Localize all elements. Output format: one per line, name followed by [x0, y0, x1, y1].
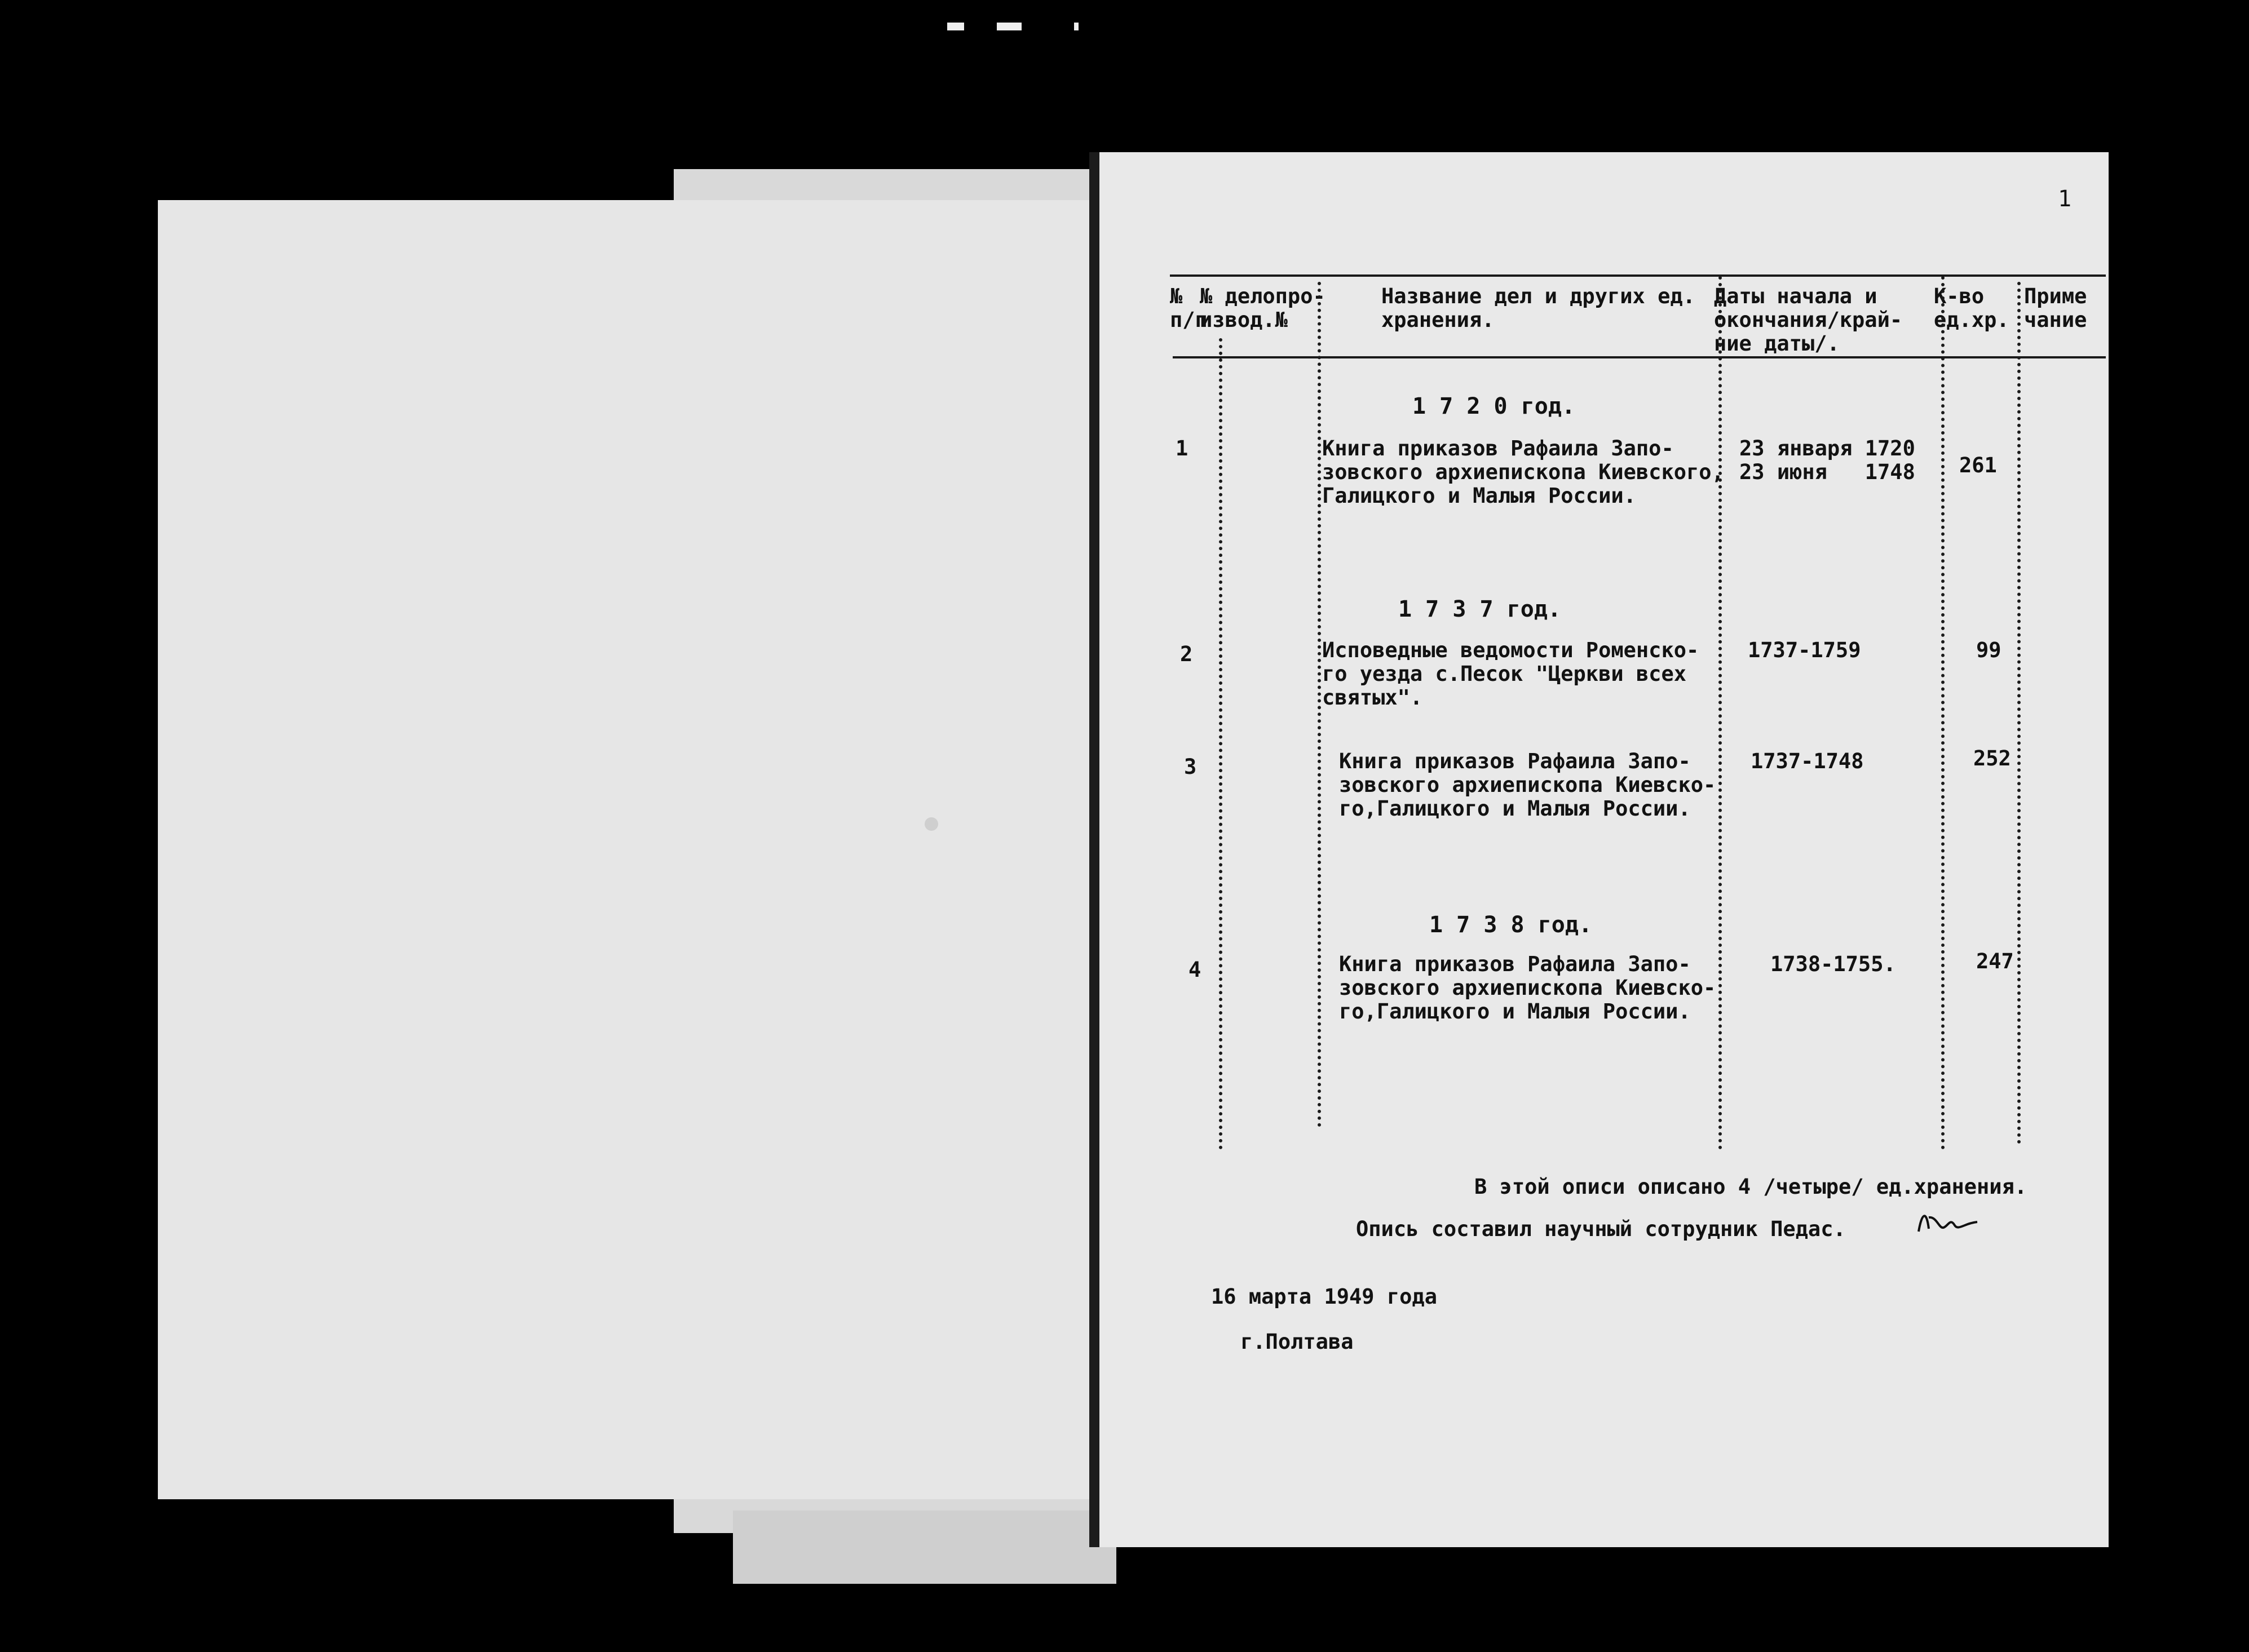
header-col-name: Название дел и других ед. хранения. [1381, 284, 1695, 332]
table-row-dates: 1737-1759 [1748, 638, 1861, 662]
compiler-line: Опись составил научный сотрудник Педас. [1356, 1217, 1846, 1241]
column-divider [1941, 276, 1945, 1150]
table-row-qty: 261 [1959, 453, 1997, 477]
table-row-num: 3 [1184, 755, 1197, 779]
table-row-qty: 247 [1976, 949, 2014, 973]
scan-mark [947, 23, 964, 30]
header-col-qty: К-во ед.хр. [1934, 284, 2009, 332]
table-row-qty: 99 [1976, 638, 2001, 662]
year-heading-1738: 1 7 3 8 год. [1429, 912, 1592, 938]
table-row-dates: 1738-1755. [1770, 952, 1896, 976]
header-top-rule [1170, 274, 2106, 277]
table-row-dates: 23 января 1720 23 июня 1748 [1739, 436, 1915, 484]
header-col-num: № п/п [1170, 284, 1208, 332]
column-divider [1318, 282, 1321, 1127]
header-col-note: Приме чание [2024, 284, 2087, 332]
table-row-qty: 252 [1973, 746, 2011, 770]
column-divider [1718, 276, 1722, 1150]
underlying-strip [733, 1511, 1116, 1584]
scan-mark [997, 23, 1022, 30]
table-row-dates: 1737-1748 [1751, 749, 1864, 773]
handwritten-signature [1914, 1201, 1982, 1246]
table-row-name: Книга приказов Рафаила Запо- зовского архиепископа Киевского, Галицкого и Малыя России. [1322, 436, 1724, 508]
page-spot [925, 817, 938, 831]
header-col-delo: № делопро- извод.№ [1200, 284, 1325, 332]
table-row-name: Исповедные ведомости Роменско- го уезда с.Песок "Церкви всех святых". [1322, 638, 1699, 710]
scan-mark [1074, 23, 1079, 30]
header-col-dates: Даты начала и окончания/край- ние даты/. [1714, 284, 1903, 356]
column-divider [1219, 338, 1222, 1150]
left-blank-page [158, 200, 1119, 1499]
year-heading-1737: 1 7 3 7 год. [1398, 596, 1561, 622]
year-heading-1720: 1 7 2 0 год. [1412, 393, 1575, 419]
table-row-num: 4 [1188, 958, 1201, 982]
page-number: 1 [2058, 186, 2072, 212]
table-row-num: 2 [1180, 642, 1193, 666]
document-city: г.Полтава [1240, 1330, 1354, 1354]
table-row-num: 1 [1176, 436, 1188, 460]
summary-line: В этой описи описано 4 /четыре/ ед.хранения. [1474, 1175, 2027, 1199]
column-divider [2017, 282, 2021, 1144]
table-row-name: Книга приказов Рафаила Запо- зовского архиепископа Киевско- го,Галицкого и Малыя России. [1339, 749, 1716, 821]
header-bottom-rule [1173, 356, 2106, 358]
document-date: 16 марта 1949 года [1211, 1285, 1437, 1309]
table-row-name: Книга приказов Рафаила Запо- зовского архиепископа Киевско- го,Галицкого и Малыя России. [1339, 952, 1716, 1024]
